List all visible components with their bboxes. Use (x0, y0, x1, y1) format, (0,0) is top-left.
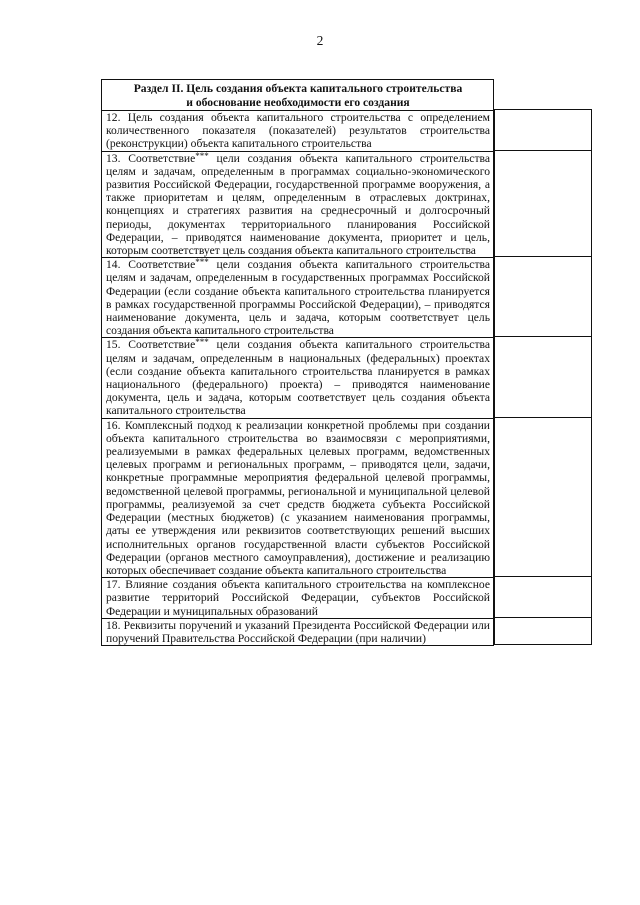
item-text: Соответствие*** цели создания объекта капитального строительства целям и задачам, определенным в государственных программах Российской Федерации (если создание объекта капитального строительства планируется в рамках государственной программы Российской Федерации), – приводятся наименование документа, цель и задача, которым соответствует цель создания объекта капитального строительства (106, 257, 490, 338)
item-text: Комплексный подход к реализации конкретной проблемы при создании объекта капитального строительства во взаимосвязи с мероприятиями, реализуемыми в рамках федеральных целевых программ, ведомственных целевых программ и региональных программ, – приводятся цели, задачи, конкретные программные мероприятия федеральной целевой программы, ведомственной целевой программы, региональной и муниципальной целевой программы, реализуемой за счет средств бюджета субъекта Российской Федерации (местных бюджетов) (с указанием наименования программы, даты ее утверждения или реквизитов соответствующих решений высших исполнительных органов государственной власти субъектов Российской Федерации (органов местного самоуправления), достижение и реализацию которых обеспечивает создание объекта капитального строительства (106, 418, 490, 577)
footnote-marker: *** (195, 337, 209, 348)
footnote-marker: *** (195, 257, 209, 268)
value-row (495, 110, 592, 151)
table-row-item-12 (102, 111, 494, 152)
table-row-item-16 (102, 418, 494, 577)
item-number: 18. (106, 618, 121, 632)
item-text: Цель создания объекта капитального строительства с определением количественного показателя (показателей) результатов строительства (реконструкции) объекта капитального строительства (106, 111, 490, 151)
value-row (495, 150, 592, 257)
section-title-line2: и обоснование необходимости его создания (186, 96, 410, 109)
item-description (102, 618, 494, 645)
table-row-item-17 (102, 578, 494, 619)
page-number: 2 (316, 33, 324, 48)
value-cell[interactable] (495, 577, 592, 618)
value-header-cell (495, 79, 592, 110)
table-row-item-18 (102, 618, 494, 645)
value-row (495, 417, 592, 576)
item-number: 15. (106, 338, 121, 352)
table-row-item-13 (102, 151, 494, 258)
item-text: Реквизиты поручений и указаний Президента Российской Федерации или поручений Правительства Российской Федерации (при наличии) (106, 618, 490, 645)
section-title (102, 80, 494, 111)
item-description (102, 258, 494, 338)
item-number: 13. (106, 151, 121, 165)
table-row-item-15 (102, 338, 494, 418)
value-column-table (494, 79, 592, 645)
item-description (102, 418, 494, 577)
value-row (495, 337, 592, 417)
item-number: 12. (106, 111, 121, 124)
item-number: 17. (106, 578, 121, 592)
value-cell[interactable] (495, 617, 592, 644)
section-title-line1: Раздел II. Цель создания объекта капитального строительства (133, 82, 463, 95)
item-number: 14. (106, 258, 121, 272)
value-cell[interactable] (495, 150, 592, 257)
value-cell[interactable] (495, 417, 592, 576)
value-row (495, 577, 592, 618)
value-row (495, 257, 592, 337)
value-cell[interactable] (495, 257, 592, 337)
item-text: Соответствие*** цели создания объекта капитального строительства целям и задачам, определенным в программах социально-экономического развития Российской Федерации, государственной программе вооружения, а также приоритетам и целям, определенным в отраслевых доктринах, концепциях и стратегиях развития на среднесрочный и долгосрочный периоды, документах территориального планирования Российской Федерации, – приводятся наименование документа, приоритет и цель, которым соответствует цель создания объекта капитального строительства (106, 150, 490, 258)
table-row-item-14 (102, 258, 494, 338)
value-header-row (495, 79, 592, 110)
footnote-marker: *** (195, 150, 209, 161)
value-cell[interactable] (495, 110, 592, 151)
item-description (102, 338, 494, 418)
item-description (102, 151, 494, 258)
form-table (101, 79, 494, 646)
value-row (495, 617, 592, 644)
item-number: 16. (106, 418, 121, 432)
value-cell[interactable] (495, 337, 592, 417)
section-header-row (102, 80, 494, 111)
item-description (102, 111, 494, 152)
item-text: Влияние создания объекта капитального строительства на комплексное развитие территорий Российской Федерации, субъектов Российской Федерации и муниципальных образований (106, 578, 490, 618)
item-text: Соответствие*** цели создания объекта капитального строительства целям и задачам, определенным в национальных (федеральных) проектах (если создание объекта капитального строительства планируется в рамках национального (федерального) проекта) – приводятся наименование документа, цель и задача, которым соответствует цель создания объекта капитального строительства (106, 337, 490, 418)
item-description (102, 578, 494, 619)
